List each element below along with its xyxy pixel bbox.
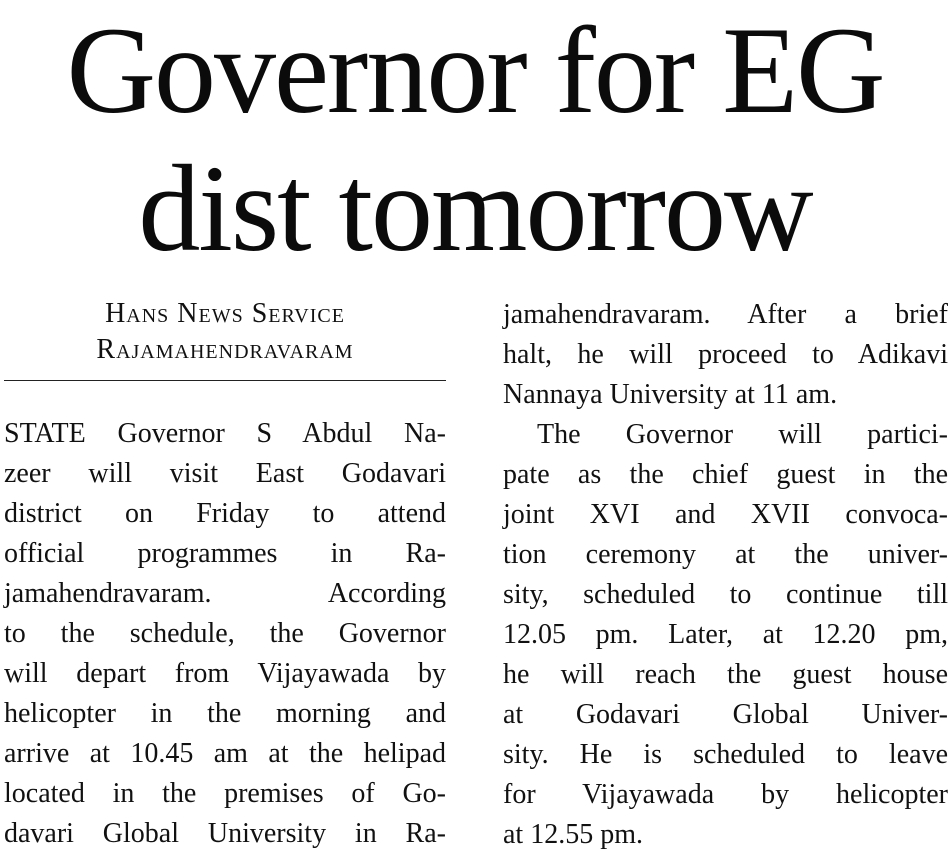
body-line: for Vijayawada by helicopter: [503, 779, 948, 810]
body-line: tion ceremony at the univer-: [503, 539, 948, 570]
byline-divider: [4, 380, 446, 381]
article-column-right: [503, 295, 948, 855]
body-line: zeer will visit East Godavari: [4, 458, 446, 489]
body-line: davari Global University in Ra-: [4, 818, 446, 849]
body-line: to the schedule, the Governor: [4, 618, 446, 649]
body-line: STATE Governor S Abdul Na-: [4, 418, 446, 449]
body-line: located in the premises of Go-: [4, 778, 446, 809]
body-line: joint XVI and XVII convoca-: [503, 499, 948, 530]
body-line: halt, he will proceed to Adikavi: [503, 339, 948, 370]
body-line: at 12.55 pm.: [503, 819, 643, 850]
byline-dateline: Rajamahendravaram: [96, 334, 354, 365]
body-line: 12.05 pm. Later, at 12.20 pm,: [503, 619, 948, 650]
body-line: he will reach the guest house: [503, 659, 948, 690]
body-line: official programmes in Ra-: [4, 538, 446, 569]
body-line: jamahendravaram. According: [4, 578, 446, 609]
body-line: helicopter in the morning and: [4, 698, 446, 729]
headline: [0, 2, 950, 278]
headline-line-2: dist tomorrow: [138, 140, 812, 277]
article-column-left: [4, 414, 446, 854]
headline-line-1: Governor for EG: [66, 2, 884, 139]
body-line: district on Friday to attend: [4, 498, 446, 529]
body-line: arrive at 10.45 am at the helipad: [4, 738, 446, 769]
body-line: at Godavari Global Univer-: [503, 699, 948, 730]
byline: [4, 296, 446, 368]
byline-agency: Hans News Service: [105, 298, 345, 329]
paragraph-start-line: The Governor will partici-: [537, 419, 948, 450]
body-line: jamahendravaram. After a brief: [503, 299, 948, 330]
body-line: Nannaya University at 11 am.: [503, 379, 838, 410]
body-line: pate as the chief guest in the: [503, 459, 948, 490]
body-line: sity, scheduled to continue till: [503, 579, 948, 610]
body-line: will depart from Vijayawada by: [4, 658, 446, 689]
body-line: sity. He is scheduled to leave: [503, 739, 948, 770]
